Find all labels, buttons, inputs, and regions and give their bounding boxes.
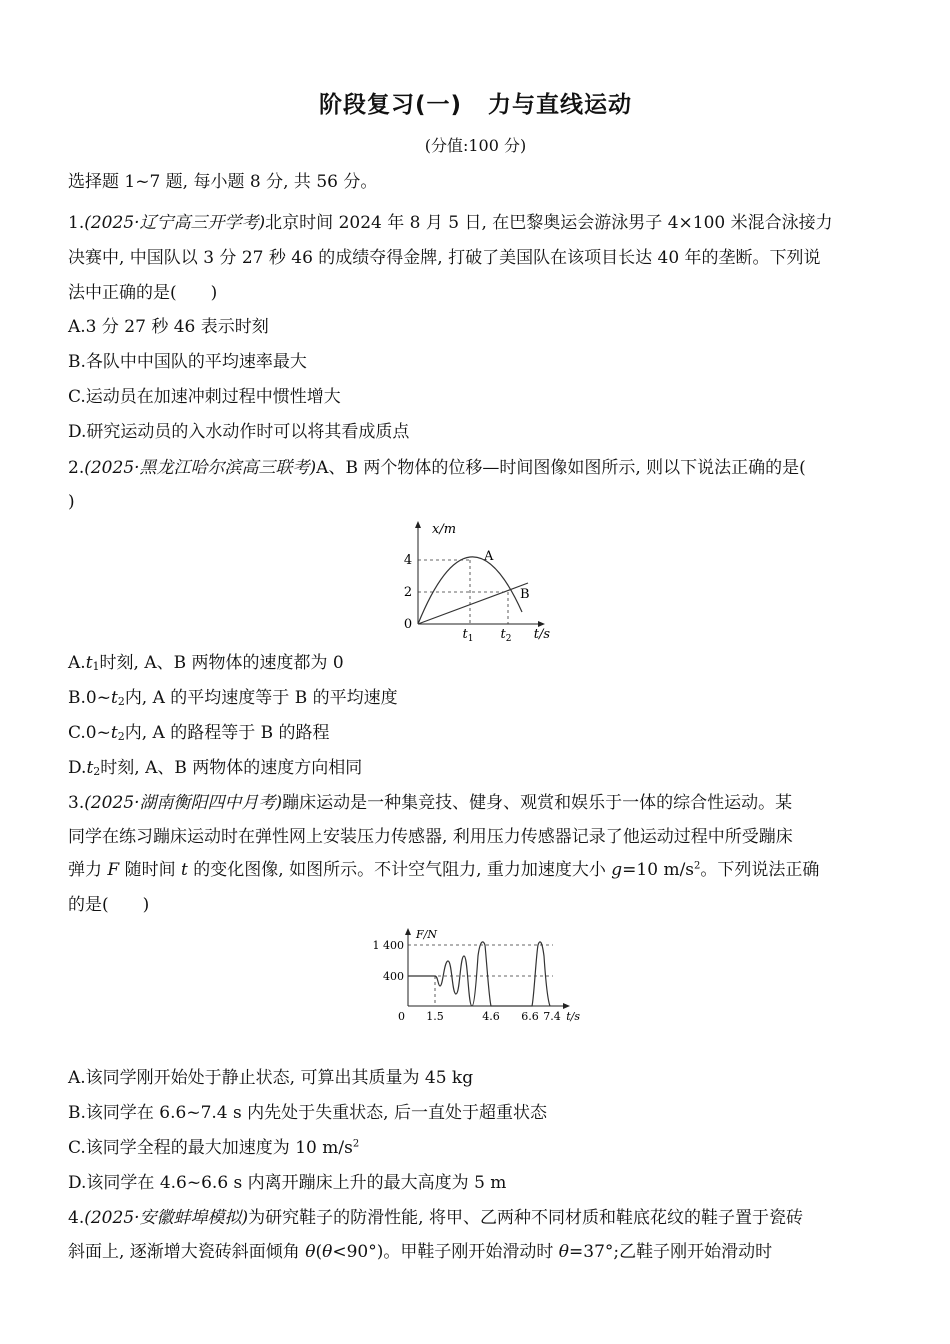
q2-source: (2025·黑龙江哈尔滨高三联考) <box>84 458 317 478</box>
q1-option-b: B.各队中中国队的平均速率最大 <box>68 352 307 372</box>
q3-option-d: D.该同学在 4.6~6.6 s 内离开蹦床上升的最大高度为 5 m <box>68 1173 507 1193</box>
q3-f-axis-arrow <box>405 928 411 935</box>
q3-x-tick-7-4: 7.4 <box>543 1010 561 1023</box>
q2-t2-label: $t_2$ <box>500 627 512 644</box>
q2-t1-label: $t_1$ <box>462 627 474 644</box>
q4-stem-line-1 <box>68 1206 883 1230</box>
q4-number: 4. <box>68 1208 85 1228</box>
q3-stem-line-1 <box>68 791 883 815</box>
q3-source: (2025·湖南衡阳四中月考) <box>84 793 283 813</box>
q2-y-tick-2: 2 <box>403 585 413 600</box>
q2-stem-1: A、B 两个物体的位移—时间图像如图所示, 则以下说法正确的是( <box>316 458 806 478</box>
q3-stem-line-2: 同学在练习蹦床运动时在弹性网上安装压力传感器, 利用压力传感器记录了他运动过程中所受蹦床 <box>68 827 793 847</box>
q3-x-label: t/s <box>566 1010 580 1023</box>
q2-x-label: t/s <box>533 627 550 642</box>
q4-source: (2025·安徽蚌埠模拟) <box>84 1208 249 1228</box>
q3-origin: 0 <box>398 1010 405 1023</box>
q3-x-tick-6-6: 6.6 <box>521 1010 539 1023</box>
score-note: (分值:100 分) <box>424 136 527 155</box>
q3-option-b: B.该同学在 6.6~7.4 s 内先处于失重状态, 后一直处于超重状态 <box>68 1103 547 1123</box>
q1-option-c: C.运动员在加速冲刺过程中惯性增大 <box>68 387 341 407</box>
q1-stem-line-1 <box>68 211 883 235</box>
q1-stem-1: 北京时间 2024 年 8 月 5 日, 在巴黎奥运会游泳男子 4×100 米混合泳接力 <box>265 213 833 233</box>
q3-option-a: A.该同学刚开始处于静止状态, 可算出其质量为 45 kg <box>68 1068 474 1088</box>
q2-option-c: $C.0\sim t_2$内, A 的路程等于 B 的路程 <box>68 723 330 743</box>
q1-option-a: A.3 分 27 秒 46 表示时刻 <box>68 317 269 337</box>
q3-stem-line-4: 的是( ) <box>68 895 150 915</box>
q2-stem-line-2: ) <box>68 492 75 512</box>
q1-number: 1. <box>68 213 85 233</box>
q3-y-tick-400: 400 <box>383 970 404 983</box>
q4-stem-line-2: 斜面上, 逐渐增大瓷砖斜面倾角 θ(θ<90°)。甲鞋子刚开始滑动时 θ=37°;乙鞋子刚开始滑动时 <box>68 1242 773 1262</box>
title-part-2: 力与直线运动 <box>488 92 633 118</box>
q2-y-tick-4: 4 <box>403 553 413 568</box>
q3-force-time-graph <box>368 926 583 1024</box>
q2-stem-line-1 <box>68 456 883 480</box>
q3-number: 3. <box>68 793 85 813</box>
q1-stem-line-3: 法中正确的是( ) <box>68 283 218 303</box>
title-part-1: 阶段复习(一) <box>318 92 463 118</box>
q2-option-a: $A.t_1$时刻, A、B 两物体的速度都为 0 <box>68 653 344 673</box>
q3-option-c: C.该同学全程的最大加速度为 10 $m/s^2$ <box>68 1138 360 1158</box>
q1-option-d: D.研究运动员的入水动作时可以将其看成质点 <box>68 422 410 442</box>
q3-y-tick-1400: 1 400 <box>372 939 404 952</box>
q3-force-curve <box>408 942 550 1006</box>
q3-x-tick-1-5: 1.5 <box>426 1010 444 1023</box>
q4-stem-1: 为研究鞋子的防滑性能, 将甲、乙两种不同材质和鞋底花纹的鞋子置于瓷砖 <box>248 1208 803 1228</box>
q2-option-b: $B.0\sim t_2$内, A 的平均速度等于 B 的平均速度 <box>68 688 398 708</box>
q3-y-label: F/N <box>416 928 437 941</box>
q2-label-b: B <box>520 587 530 602</box>
q1-source: (2025·辽宁高三开学考) <box>84 213 266 233</box>
q2-y-label: x/m <box>432 522 457 537</box>
q2-position-time-graph <box>388 516 558 644</box>
q3-stem-line-3: 弹力 F 随时间 t 的变化图像, 如图所示。不计空气阻力, 重力加速度大小 g=10 $m/s^2$。下列说法正确 <box>68 860 820 880</box>
q3-x-tick-4-6: 4.6 <box>482 1010 500 1023</box>
q3-t-axis-arrow <box>563 1003 570 1009</box>
q2-x-axis-arrow <box>415 521 421 528</box>
q2-origin: 0 <box>403 617 413 632</box>
q2-label-a: A <box>484 549 494 564</box>
q1-stem-line-2: 决赛中, 中国队以 3 分 27 秒 46 的成绩夺得金牌, 打破了美国队在该项目长达 40 年的垄断。下列说 <box>68 248 821 268</box>
q2-option-d: $D.t_2$时刻, A、B 两物体的速度方向相同 <box>68 758 363 778</box>
q3-stem-1: 蹦床运动是一种集竞技、健身、观赏和娱乐于一体的综合性运动。某 <box>282 793 793 813</box>
q2-number: 2. <box>68 458 85 478</box>
instructions: 选择题 1~7 题, 每小题 8 分, 共 56 分。 <box>68 172 378 192</box>
page-title <box>68 86 883 119</box>
